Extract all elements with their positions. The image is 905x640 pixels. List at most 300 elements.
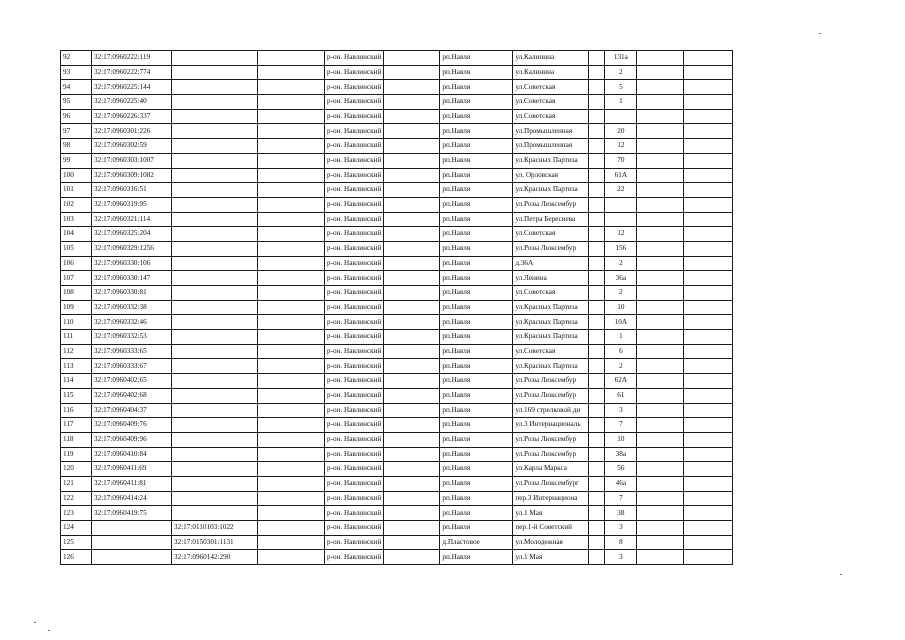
cell-cad2 <box>172 168 258 183</box>
cell-empty <box>684 374 733 389</box>
cell-n: 117 <box>61 418 92 433</box>
cell-region: р-он. Навлинский <box>325 315 384 330</box>
cell-settlement: рп.Навля <box>440 432 513 447</box>
cell-empty <box>637 374 684 389</box>
cell-n: 106 <box>61 256 92 271</box>
table-row <box>61 388 733 403</box>
cell-n: 109 <box>61 300 92 315</box>
cell-cad2 <box>172 330 258 345</box>
cell-house: 1 <box>605 330 637 345</box>
cell-empty <box>684 550 733 565</box>
cell-empty <box>637 506 684 521</box>
cell-cad1: 32:17:0960409:96 <box>92 432 172 447</box>
cell-cad1 <box>92 550 172 565</box>
cell-empty <box>589 535 605 550</box>
cell-empty <box>684 403 733 418</box>
cell-empty <box>684 506 733 521</box>
cell-empty <box>684 65 733 80</box>
cell-empty <box>384 521 440 536</box>
cell-cad1: 32:17:0960330:81 <box>92 286 172 301</box>
cell-empty <box>684 153 733 168</box>
cell-empty <box>384 491 440 506</box>
cell-region: р-он. Навлинский <box>325 271 384 286</box>
cell-empty <box>684 535 733 550</box>
cell-cad2 <box>172 315 258 330</box>
cell-cad1: 32:17:0960329:1256 <box>92 241 172 256</box>
cell-empty <box>684 462 733 477</box>
table-row <box>61 403 733 418</box>
cell-region: р-он. Навлинский <box>325 109 384 124</box>
cell-empty <box>684 359 733 374</box>
cell-empty <box>684 109 733 124</box>
cell-empty <box>589 153 605 168</box>
cell-empty <box>258 418 325 433</box>
table-row <box>61 491 733 506</box>
cell-empty <box>384 447 440 462</box>
cell-empty <box>684 227 733 242</box>
cell-house: 7 <box>605 491 637 506</box>
cell-cad1 <box>92 535 172 550</box>
cell-region: р-он. Навлинский <box>325 80 384 95</box>
cell-region: р-он. Навлинский <box>325 197 384 212</box>
cell-cad2 <box>172 153 258 168</box>
cell-empty <box>258 241 325 256</box>
cell-settlement: рп.Навля <box>440 476 513 491</box>
cell-settlement: рп.Навля <box>440 403 513 418</box>
cell-empty <box>258 139 325 154</box>
cell-cad2 <box>172 183 258 198</box>
cell-street: ул.Красных Партиза <box>513 359 589 374</box>
cell-n: 110 <box>61 315 92 330</box>
cell-empty <box>684 286 733 301</box>
cell-empty <box>589 212 605 227</box>
cell-region: р-он. Навлинский <box>325 51 384 66</box>
cell-empty <box>637 212 684 227</box>
cell-empty <box>589 300 605 315</box>
cell-street: ул.Промышленная <box>513 139 589 154</box>
cell-street: д.36А <box>513 256 589 271</box>
table-row <box>61 359 733 374</box>
cell-empty <box>384 330 440 345</box>
cell-n: 116 <box>61 403 92 418</box>
cell-n: 104 <box>61 227 92 242</box>
table-row <box>61 124 733 139</box>
table-row <box>61 315 733 330</box>
cell-settlement: рп.Навля <box>440 80 513 95</box>
cell-street: ул.Петра Бересиева <box>513 212 589 227</box>
cell-empty <box>258 168 325 183</box>
cell-settlement: рп.Навля <box>440 462 513 477</box>
cell-empty <box>684 124 733 139</box>
table-row <box>61 462 733 477</box>
cell-cad1: 32:17:0960301:226 <box>92 124 172 139</box>
cell-street: ул.Красных Партиза <box>513 315 589 330</box>
scan-speck <box>34 622 36 623</box>
cell-empty <box>684 388 733 403</box>
cell-empty <box>384 183 440 198</box>
cell-house: 46а <box>605 476 637 491</box>
cell-empty <box>589 286 605 301</box>
cell-region: р-он. Навлинский <box>325 535 384 550</box>
cell-n: 93 <box>61 65 92 80</box>
cell-cad2 <box>172 256 258 271</box>
cell-settlement: рп.Навля <box>440 359 513 374</box>
cell-empty <box>384 256 440 271</box>
table-row <box>61 109 733 124</box>
cell-n: 100 <box>61 168 92 183</box>
cell-house: 7 <box>605 418 637 433</box>
cell-empty <box>637 300 684 315</box>
cell-street: ул.Молодежная <box>513 535 589 550</box>
cell-cad1: 32:17:0960333:67 <box>92 359 172 374</box>
cell-n: 113 <box>61 359 92 374</box>
cell-cad2 <box>172 65 258 80</box>
cell-region: р-он. Навлинский <box>325 212 384 227</box>
cell-empty <box>589 462 605 477</box>
cell-empty <box>589 109 605 124</box>
cell-empty <box>258 359 325 374</box>
cell-n: 119 <box>61 447 92 462</box>
cell-n: 101 <box>61 183 92 198</box>
cell-street: ул.169 стрелковой ди <box>513 403 589 418</box>
cell-n: 112 <box>61 344 92 359</box>
cell-house: 12 <box>605 139 637 154</box>
cell-cad2 <box>172 109 258 124</box>
cell-cad1: 32:17:0960404:37 <box>92 403 172 418</box>
cell-n: 120 <box>61 462 92 477</box>
cell-empty <box>589 271 605 286</box>
cell-cad2 <box>172 95 258 110</box>
cell-empty <box>637 359 684 374</box>
cell-cad1: 32:17:0960409:76 <box>92 418 172 433</box>
table-row <box>61 330 733 345</box>
cell-empty <box>258 212 325 227</box>
cell-n: 122 <box>61 491 92 506</box>
cell-cad2 <box>172 418 258 433</box>
scan-speck <box>48 630 50 631</box>
cell-empty <box>684 432 733 447</box>
cell-settlement: рп.Навля <box>440 550 513 565</box>
cell-empty <box>589 491 605 506</box>
cell-cad2 <box>172 506 258 521</box>
cell-settlement: рп.Навля <box>440 286 513 301</box>
cell-empty <box>384 51 440 66</box>
cell-empty <box>384 212 440 227</box>
cell-house: 3 <box>605 521 637 536</box>
cell-cad1 <box>92 521 172 536</box>
cell-empty <box>589 388 605 403</box>
cell-settlement: рп.Навля <box>440 139 513 154</box>
cell-empty <box>684 344 733 359</box>
cell-empty <box>637 447 684 462</box>
cell-n: 124 <box>61 521 92 536</box>
cell-empty <box>258 153 325 168</box>
cell-empty <box>384 109 440 124</box>
cell-region: р-он. Навлинский <box>325 476 384 491</box>
cell-empty <box>637 95 684 110</box>
cell-empty <box>258 227 325 242</box>
cell-empty <box>684 447 733 462</box>
cell-settlement: рп.Навля <box>440 344 513 359</box>
cell-region: р-он. Навлинский <box>325 550 384 565</box>
cell-region: р-он. Навлинский <box>325 491 384 506</box>
cell-street: пер.3 Интернациона <box>513 491 589 506</box>
cell-house: 36а <box>605 271 637 286</box>
cell-empty <box>258 124 325 139</box>
table-row <box>61 506 733 521</box>
cell-settlement: рп.Навля <box>440 418 513 433</box>
cell-region: р-он. Навлинский <box>325 462 384 477</box>
cell-street: ул.Розы Люксембург <box>513 476 589 491</box>
cell-empty <box>684 139 733 154</box>
cell-empty <box>258 462 325 477</box>
cell-settlement: рп.Навля <box>440 447 513 462</box>
cell-empty <box>684 168 733 183</box>
cell-house <box>605 212 637 227</box>
cell-house: 70 <box>605 153 637 168</box>
cell-n: 105 <box>61 241 92 256</box>
cell-empty <box>637 256 684 271</box>
cell-region: р-он. Навлинский <box>325 95 384 110</box>
cell-house: 20 <box>605 124 637 139</box>
cell-region: р-он. Навлинский <box>325 286 384 301</box>
cell-region: р-он. Навлинский <box>325 241 384 256</box>
cell-n: 103 <box>61 212 92 227</box>
cell-region: р-он. Навлинский <box>325 139 384 154</box>
cell-house: 61А <box>605 168 637 183</box>
cell-settlement: рп.Навля <box>440 65 513 80</box>
table-row <box>61 227 733 242</box>
cell-cad1: 32:17:0960321:114 <box>92 212 172 227</box>
cell-cad1: 32:17:0960222:774 <box>92 65 172 80</box>
cell-empty <box>684 271 733 286</box>
cell-region: р-он. Навлинский <box>325 256 384 271</box>
cell-n: 96 <box>61 109 92 124</box>
cell-n: 108 <box>61 286 92 301</box>
table-row <box>61 256 733 271</box>
cell-empty <box>384 550 440 565</box>
scan-speck <box>840 574 842 575</box>
cell-empty <box>684 476 733 491</box>
cell-settlement: рп.Навля <box>440 256 513 271</box>
scan-speck <box>819 33 821 34</box>
cell-empty <box>258 256 325 271</box>
cell-empty <box>384 124 440 139</box>
cell-street: ул.Розы Люксембур <box>513 432 589 447</box>
cell-empty <box>384 139 440 154</box>
cell-empty <box>258 286 325 301</box>
cell-street: ул.Красных Партиза <box>513 330 589 345</box>
cell-region: р-он. Навлинский <box>325 330 384 345</box>
cell-house: 5 <box>605 80 637 95</box>
cell-empty <box>589 359 605 374</box>
cell-cad2 <box>172 139 258 154</box>
cell-empty <box>637 51 684 66</box>
cell-street: ул.Калинина <box>513 65 589 80</box>
cell-street: ул.1 Мая <box>513 550 589 565</box>
cell-cad2 <box>172 476 258 491</box>
cell-cad1: 32:17:0960222:119 <box>92 51 172 66</box>
cell-house: 2 <box>605 65 637 80</box>
cell-cad2 <box>172 388 258 403</box>
cell-n: 99 <box>61 153 92 168</box>
cell-empty <box>637 227 684 242</box>
cell-empty <box>589 315 605 330</box>
cell-cad2 <box>172 300 258 315</box>
cell-street: ул.Розы Люксембур <box>513 197 589 212</box>
cell-n: 98 <box>61 139 92 154</box>
cell-empty <box>384 462 440 477</box>
cell-empty <box>637 315 684 330</box>
cell-cad1: 32:17:0960309:1082 <box>92 168 172 183</box>
cell-cad1: 32:17:0960402:68 <box>92 388 172 403</box>
cell-house: 38а <box>605 447 637 462</box>
cell-cad1: 32:17:0960303:1007 <box>92 153 172 168</box>
cell-empty <box>384 506 440 521</box>
cell-cad1: 32:17:0960411:81 <box>92 476 172 491</box>
cell-empty <box>384 241 440 256</box>
table-row <box>61 535 733 550</box>
cell-empty <box>384 374 440 389</box>
table-row <box>61 521 733 536</box>
cell-empty <box>637 403 684 418</box>
cell-settlement: рп.Навля <box>440 212 513 227</box>
cell-settlement: рп.Навля <box>440 95 513 110</box>
cell-empty <box>384 286 440 301</box>
cell-settlement: рп.Навля <box>440 124 513 139</box>
table-row <box>61 374 733 389</box>
cell-empty <box>258 506 325 521</box>
cell-cad2 <box>172 212 258 227</box>
cell-empty <box>258 388 325 403</box>
cell-empty <box>589 139 605 154</box>
cell-empty <box>384 403 440 418</box>
table-row <box>61 271 733 286</box>
cell-n: 95 <box>61 95 92 110</box>
cell-region: р-он. Навлинский <box>325 374 384 389</box>
table-row <box>61 51 733 66</box>
cell-empty <box>589 241 605 256</box>
cell-cad2 <box>172 271 258 286</box>
cell-cad1: 32:17:0960332:53 <box>92 330 172 345</box>
cell-cad1: 32:17:0960419:75 <box>92 506 172 521</box>
cell-cad1: 32:17:0960333:65 <box>92 344 172 359</box>
cell-empty <box>637 535 684 550</box>
cell-empty <box>589 330 605 345</box>
cell-empty <box>637 124 684 139</box>
cell-cad1: 32:17:0960411:69 <box>92 462 172 477</box>
cell-empty <box>589 183 605 198</box>
cell-n: 115 <box>61 388 92 403</box>
cell-street: ул.3 Интернациональ <box>513 418 589 433</box>
cell-region: р-он. Навлинский <box>325 432 384 447</box>
cell-cad2: 32:17:0150301:1131 <box>172 535 258 550</box>
cell-empty <box>384 388 440 403</box>
cell-region: р-он. Навлинский <box>325 418 384 433</box>
cell-n: 118 <box>61 432 92 447</box>
cell-cad2 <box>172 197 258 212</box>
cell-house <box>605 197 637 212</box>
cell-region: р-он. Навлинский <box>325 447 384 462</box>
cell-cad2 <box>172 124 258 139</box>
cell-street: ул.Красных Партиза <box>513 300 589 315</box>
cell-empty <box>637 476 684 491</box>
cell-n: 125 <box>61 535 92 550</box>
cell-empty <box>258 432 325 447</box>
cell-empty <box>684 418 733 433</box>
cell-empty <box>589 51 605 66</box>
cell-empty <box>589 550 605 565</box>
cell-empty <box>258 521 325 536</box>
cell-empty <box>589 95 605 110</box>
land-registry-table <box>60 50 733 565</box>
cell-cad1: 32:17:0960302:59 <box>92 139 172 154</box>
cell-empty <box>384 153 440 168</box>
cell-n: 94 <box>61 80 92 95</box>
cell-empty <box>637 153 684 168</box>
cell-empty <box>684 197 733 212</box>
cell-cad1: 32:17:0960325:204 <box>92 227 172 242</box>
cell-house: 62А <box>605 374 637 389</box>
cell-cad1: 32:17:0960225:144 <box>92 80 172 95</box>
table-row <box>61 432 733 447</box>
cell-street: ул.Советская <box>513 344 589 359</box>
cell-n: 92 <box>61 51 92 66</box>
cell-house: 12 <box>605 227 637 242</box>
cell-empty <box>384 344 440 359</box>
cell-region: р-он. Навлинский <box>325 153 384 168</box>
cell-settlement: рп.Навля <box>440 153 513 168</box>
cell-region: р-он. Навлинский <box>325 388 384 403</box>
cell-empty <box>258 183 325 198</box>
cell-empty <box>637 432 684 447</box>
cell-empty <box>258 535 325 550</box>
cell-empty <box>684 80 733 95</box>
cell-empty <box>684 256 733 271</box>
table-row <box>61 139 733 154</box>
cell-house: 10 <box>605 300 637 315</box>
cell-street: ул.1 Мая <box>513 506 589 521</box>
cell-empty <box>684 241 733 256</box>
cell-empty <box>258 344 325 359</box>
cell-empty <box>684 491 733 506</box>
cell-empty <box>684 521 733 536</box>
table-row <box>61 183 733 198</box>
cell-street: ул.Промышленная <box>513 124 589 139</box>
cell-street: ул.Ленина <box>513 271 589 286</box>
cell-cad1: 32:17:0960332:46 <box>92 315 172 330</box>
cell-house: 10 <box>605 432 637 447</box>
cell-cad1: 32:17:0960410:84 <box>92 447 172 462</box>
cell-house: 156 <box>605 241 637 256</box>
cell-empty <box>589 168 605 183</box>
cell-empty <box>384 271 440 286</box>
cell-house: 38 <box>605 506 637 521</box>
cell-empty <box>637 241 684 256</box>
cell-house: 8 <box>605 535 637 550</box>
cell-empty <box>589 476 605 491</box>
cell-house <box>605 109 637 124</box>
cell-house: 131а <box>605 51 637 66</box>
cell-region: р-он. Навлинский <box>325 300 384 315</box>
cell-empty <box>258 315 325 330</box>
cell-street: ул.Розы Люксембур <box>513 447 589 462</box>
cell-settlement: рп.Навля <box>440 388 513 403</box>
table-row <box>61 344 733 359</box>
cell-n: 107 <box>61 271 92 286</box>
cell-empty <box>637 491 684 506</box>
cell-cad2 <box>172 80 258 95</box>
